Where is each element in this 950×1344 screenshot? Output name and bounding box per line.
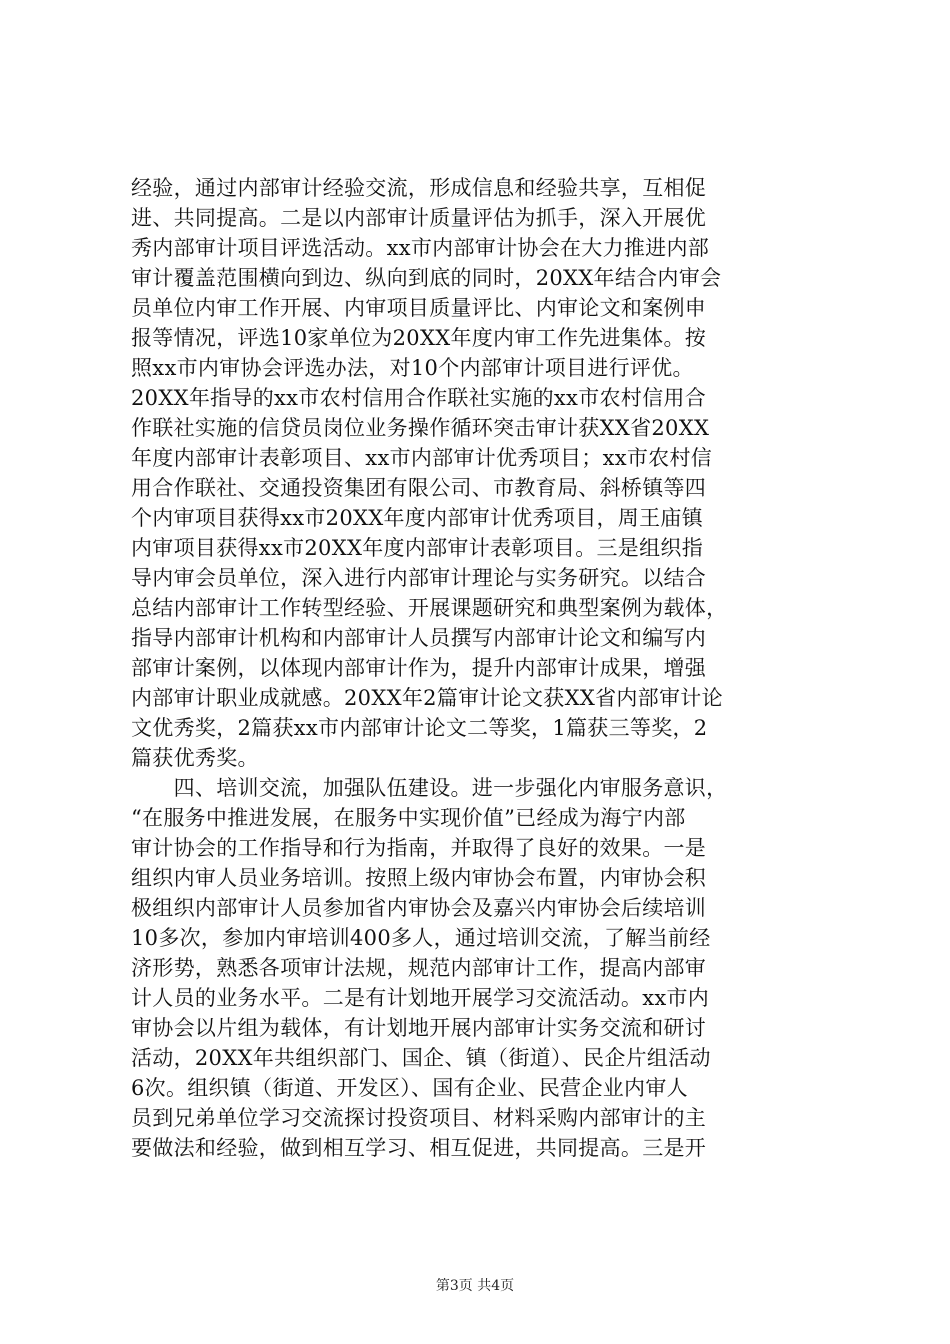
- text-line: 组织内审人员业务培训。按照上级内审协会布置，内审协会积: [131, 866, 707, 890]
- text-line: 审协会以片组为载体，有计划地开展内部审计实务交流和研讨: [131, 1016, 707, 1040]
- text-line: 内审项目获得xx市20XX年度内部审计表彰项目。三是组织指: [131, 536, 704, 560]
- text-line: 指导内部审计机构和内部审计人员撰写内部审计论文和编写内: [131, 626, 707, 650]
- text-line: 部审计案例，以体现内部审计作为，提升内部审计成果，增强: [131, 656, 707, 680]
- text-line: 年度内部审计表彰项目、xx市内部审计优秀项目；xx市农村信: [131, 446, 713, 470]
- text-line: 导内审会员单位，深入进行内部审计理论与实务研究。以结合: [131, 566, 707, 590]
- text-line: 作联社实施的信贷员岗位业务操作循环突击审计获XX省20XX: [131, 416, 710, 440]
- text-line: 6次。组织镇（街道、开发区）、国有企业、民营企业内审人: [131, 1076, 688, 1100]
- text-line: “在服务中推进发展，在服务中实现价值”已经成为海宁内部: [131, 806, 686, 830]
- text-line: 照xx市内审协会评选办法，对10个内部审计项目进行评优。: [131, 356, 694, 380]
- text-line: 极组织内部审计人员参加省内审协会及嘉兴内审协会后续培训: [131, 896, 707, 920]
- document-body: [131, 173, 831, 1163]
- text-line: 用合作联社、交通投资集团有限公司、市教育局、斜桥镇等四: [131, 476, 707, 500]
- text-line: 经验，通过内部审计经验交流，形成信息和经验共享，互相促: [131, 176, 707, 200]
- text-line: 报等情况，评选10家单位为20XX年度内审工作先进集体。按: [131, 326, 707, 350]
- text-line: 秀内部审计项目评选活动。xx市内部审计协会在大力推进内部: [131, 236, 710, 260]
- text-line: 篇获优秀奖。: [131, 746, 259, 770]
- section-heading-line: 四、培训交流，加强队伍建设。进一步强化内审服务意识，: [131, 776, 728, 800]
- text-line: 要做法和经验，做到相互学习、相互促进，共同提高。三是开: [131, 1136, 707, 1160]
- text-line: 20XX年指导的xx市农村信用合作联社实施的xx市农村信用合: [131, 386, 706, 410]
- text-line: 文优秀奖，2篇获xx市内部审计论文二等奖，1篇获三等奖，2: [131, 716, 708, 740]
- page-number-footer: 第3页 共4页: [435, 1278, 515, 1294]
- text-line: 10多次，参加内审培训400多人，通过培训交流，了解当前经: [131, 926, 711, 950]
- text-line: 进、共同提高。二是以内部审计质量评估为抓手，深入开展优: [131, 206, 707, 230]
- text-line: 员到兄弟单位学习交流探讨投资项目、材料采购内部审计的主: [131, 1106, 707, 1130]
- text-line: 计人员的业务水平。二是有计划地开展学习交流活动。xx市内: [131, 986, 710, 1010]
- text-line: 个内审项目获得xx市20XX年度内部审计优秀项目，周王庙镇: [131, 506, 704, 530]
- text-line: 活动，20XX年共组织部门、国企、镇（街道）、民企片组活动: [131, 1046, 711, 1070]
- text-line: 济形势，熟悉各项审计法规，规范内部审计工作，提高内部审: [131, 956, 707, 980]
- text-line: 内部审计职业成就感。20XX年2篇审计论文获XX省内部审计论: [131, 686, 723, 710]
- text-line: 总结内部审计工作转型经验、开展课题研究和典型案例为载体，: [131, 596, 728, 620]
- text-line: 审计覆盖范围横向到边、纵向到底的同时，20XX年结合内审会: [131, 266, 722, 290]
- text-line: 员单位内审工作开展、内审项目质量评比、内审论文和案例申: [131, 296, 707, 320]
- text-line: 审计协会的工作指导和行为指南，并取得了良好的效果。一是: [131, 836, 707, 860]
